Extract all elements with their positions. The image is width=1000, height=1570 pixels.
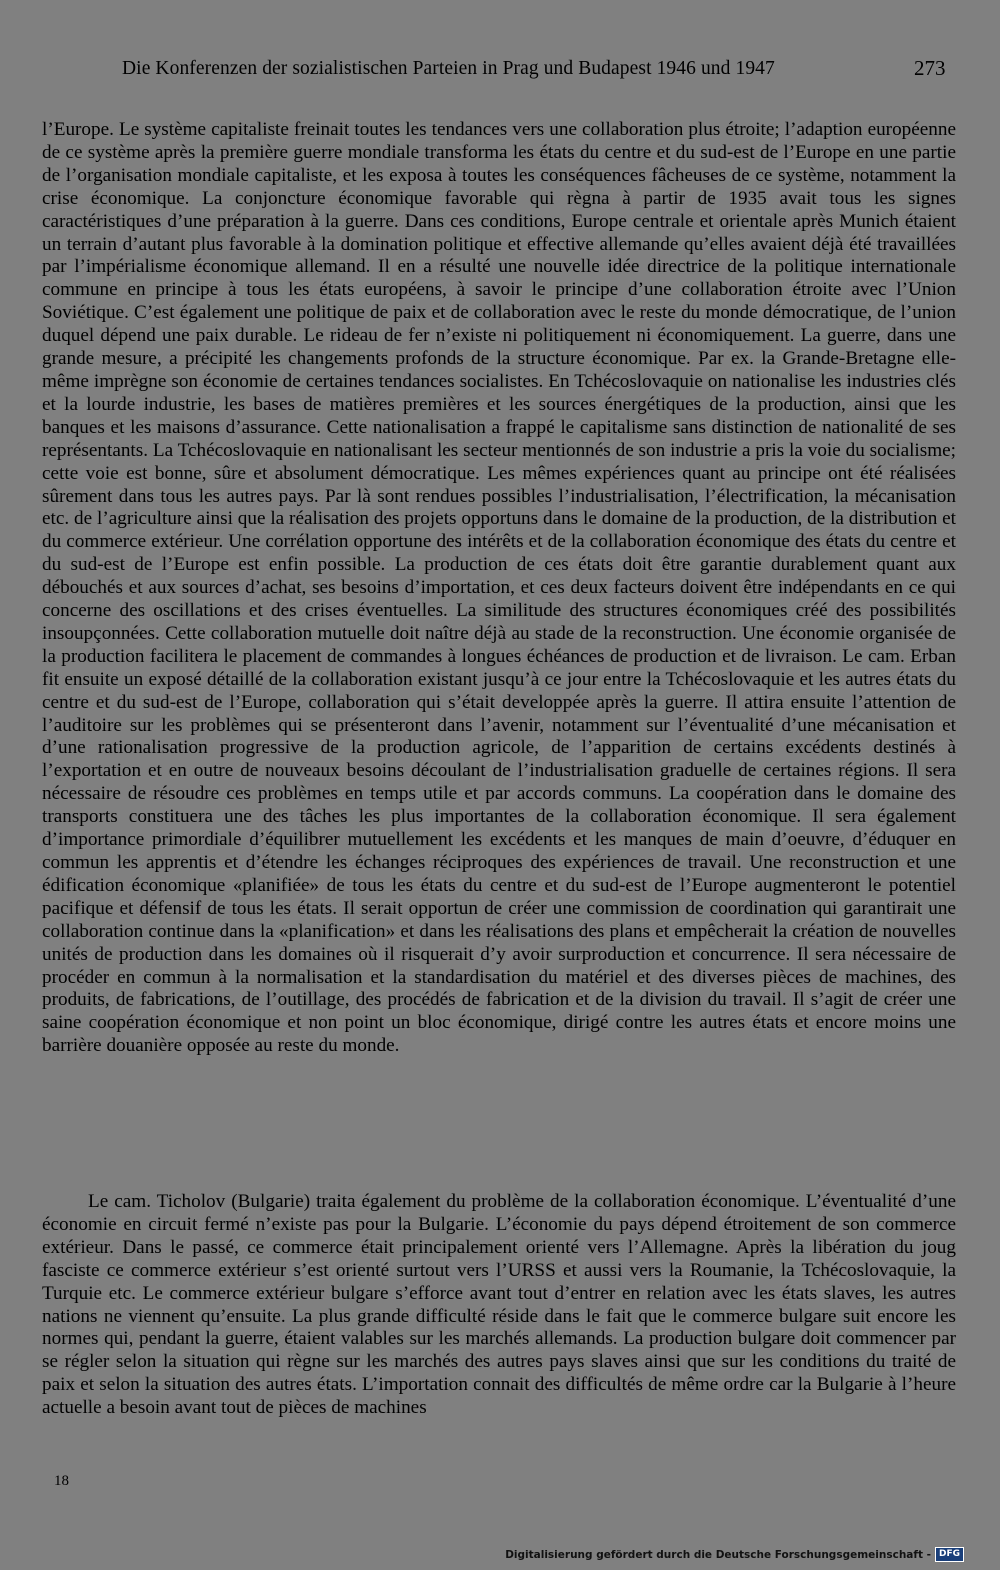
dfg-logo: DFG	[935, 1547, 964, 1562]
body-paragraph: l’Europe. Le système capitaliste freinait toutes les tendances vers une collaboration plus étroite; l’adaption européenne de ce système après la première guerre mondiale transforma les états du centre et du sud-est de l’Europe en une partie de l’organisation mondiale capitaliste, et les exposa à toutes les conséquences fâcheuses de ce système, notamment la crise économique. La conjoncture économique favorable qui règna à partir de 1935 avait tous les signes caractéristiques d’une préparation à la guerre. Dans ces conditions, Europe centrale et orientale après Munich étaient un terrain d’autant plus favorable à la domination politique et effective allemande qu’elles avaient déjà été travaillées par l’impérialisme économique allemand. Il en a résulté une nouvelle idée directrice de la politique internationale commune en principe à tous les états européens, à savoir le principe d’une collaboration étroite avec l’Union Soviétique. C’est également une politique de paix et de collaboration avec le reste du monde démocratique, de l’union duquel dépend une paix durable. Le rideau de fer n’existe ni politiquement ni économiquement. La guerre, dans une grande mesure, a précipité les changements profonds de la structure économique. Par ex. la Grande-Bretagne elle-même imprègne son économie de certaines tendances socialistes. En Tchécoslovaquie on nationalise les industries clés et la lourde industrie, les bases de matières premières et les sources énergétiques de la production, ainsi que les banques et les maisons d’assurance. Cette nationalisation a frappé le capitalisme sans distinction de nationalité de ses représentants. La Tchécoslovaquie en nationalisant les secteur mentionnés de son industrie a pris la voie du socialisme; cette voie est bonne, sûre et absolument démocratique. Les mêmes expériences quant au principe ont été réalisées sûrement dans tous les autres pays. Par là sont rendues possibles l’industrialisation, l’électrification, la mécanisation etc. de l’agriculture ainsi que la réalisation des projets opportuns dans le domaine de la production, de la distribution et du commerce extérieur. Une corrélation opportune des intérêts et de la collaboration économique des états du centre et du sud-est de l’Europe est enfin possible. La production de ces états doit être garantie durablement quant aux débouchés et aux sources d’achat, ses besoins d’importation, et ces deux facteurs doivent être indépendants en ce qui concerne des oscillations et des crises éventuelles. La similitude des structures économiques créé des possibilités insoupçonnées. Cette collaboration mutuelle doit naître déjà au stade de la reconstruction. Une économie organisée de la production facilitera le placement de commandes à longues échéances de production et de livraison. Le cam. Erban fit ensuite un exposé détaillé de la collaboration existant jusqu’à ce jour entre la Tchécoslovaquie et les autres états du centre et du sud-est de l’Europe, collaboration qui s’était developpée après la guerre. Il attira ensuite l’attention de l’auditoire sur les problèmes qui se présenteront dans l’avenir, notamment sur l’éventualité d’une mécanisation et d’une rationalisation progressive de la production agricole, de l’apparition de certains excédents destinés à l’exportation et en outre de nouveaux besoins découlant de l’industrialisation graduelle de certaines régions. Il sera nécessaire de résoudre ces problèmes en temps utile et par accords communs. La coopération dans le domaine des transports constituera une des tâches les plus importantes de la collaboration économique. Il sera également d’importance primordiale d’équilibrer mutuellement les excédents et les manques de main d’oeuvre, d’éduquer en commun les apprentis et d’étendre les échanges réciproques des expériences de travail. Une reconstruction et une édification économique «planifiée» de tous les états du centre et du sud-est de l’Europe augmenteront le potentiel pacifique et défensif de tous les états. Il serait opportun de créer une commission de coordination qui garantirait une collaboration continue dans la «planification» et dans les réalisations des plans et empêcherait la création de nouvelles unités de production dans les domaines où il risquerait d’y avoir surproduction et concurrence. Il sera nécessaire de procéder en commun à la normalisation et la standardisation du matériel et des diverses pièces de machines, des produits, de fabrications, de l’outillage, des procédés de fabrication et de la division du travail. Il s’agit de créer une saine coopération économique et non point un bloc économique, dirigé contre les autres états et encore moins une barrière douanière opposée au reste du monde.	[42, 119, 956, 1057]
running-title: Die Konferenzen der sozialistischen Parteien in Prag und Budapest 1946 und 1947	[122, 58, 775, 79]
page-number: 273	[914, 56, 946, 80]
signature-mark: 18	[54, 1473, 69, 1489]
digitization-credit	[505, 1547, 964, 1562]
body-paragraph: Le cam. Ticholov (Bulgarie) traita également du problème de la collaboration économique. L’éventualité d’une économie en circuit fermé n’existe pas pour la Bulgarie. L’économie du pays dépend étroitement de son commerce extérieur. Dans le passé, ce commerce était principalement orienté vers l’Allemagne. Après la libération du joug fasciste ce commerce extérieur s’est orienté surtout vers l’URSS et aussi vers la Roumanie, la Tchécoslovaquie, la Turquie etc. Le commerce extérieur bulgare s’efforce avant tout d’entrer en relation avec les états slaves, les autres nations ne viennent qu’ensuite. La plus grande difficulté réside dans le fait que le commerce bulgare suit encore les normes qui, pendant la guerre, étaient valables sur les marchés allemands. La production bulgare doit commencer par se régler selon la situation qui règne sur les marchés des autres pays slaves ainsi que sur les conditions du traité de paix et selon la situation des autres états. L’importation connait des difficultés de même ordre car la Bulgarie à l’heure actuelle a besoin avant tout de pièces de machines	[42, 1191, 956, 1419]
credit-text: Digitalisierung gefördert durch die Deutsche Forschungsgemeinschaft -	[505, 1548, 931, 1561]
